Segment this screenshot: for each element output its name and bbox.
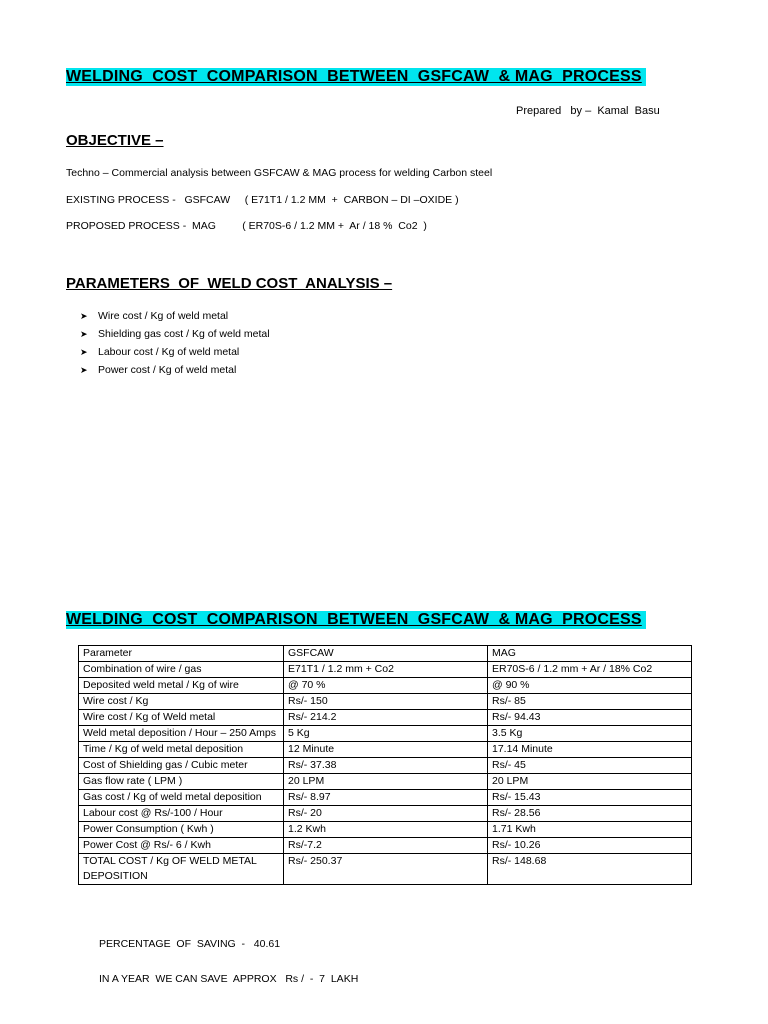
table-cell: Rs/- 85 [488,694,692,710]
table-header-row [79,646,692,662]
table-cell: Parameter [79,646,284,662]
list-item: ➤ Power cost / Kg of weld metal [80,361,270,379]
table-row [79,678,692,694]
table-row [79,790,692,806]
table-title: WELDING COST COMPARISON BETWEEN GSFCAW & MAG PROCESS [66,611,646,629]
list-item: ➤ Wire cost / Kg of weld metal [80,307,270,325]
table-cell: Combination of wire / gas [79,662,284,678]
prepared-by: Prepared by – Kamal Basu [516,105,660,117]
table-row [79,822,692,838]
table-cell: Power Cost @ Rs/- 6 / Kwh [79,838,284,854]
arrow-bullet-icon: ➤ [80,365,88,375]
table-row [79,758,692,774]
table-cell: 20 LPM [488,774,692,790]
table-cell: Rs/- 20 [284,806,488,822]
existing-process-line: EXISTING PROCESS - GSFCAW ( E71T1 / 1.2 MM + CARBON – DI –OXIDE ) [66,194,459,206]
table-row [79,694,692,710]
table-cell: Rs/- 8.97 [284,790,488,806]
table-cell: ER70S-6 / 1.2 mm + Ar / 18% Co2 [488,662,692,678]
parameters-list [80,307,270,379]
table-cell: Rs/- 45 [488,758,692,774]
table-row [79,838,692,854]
saving-percentage: PERCENTAGE OF SAVING - 40.61 [99,938,281,950]
table-row [79,726,692,742]
table-cell: MAG [488,646,692,662]
table-row [79,854,692,885]
table-cell: Deposited weld metal / Kg of wire [79,678,284,694]
list-item: ➤ Labour cost / Kg of weld metal [80,343,270,361]
table-cell: GSFCAW [284,646,488,662]
table-cell: TOTAL COST / Kg OF WELD METAL DEPOSITION [79,854,284,885]
table-cell: Power Consumption ( Kwh ) [79,822,284,838]
table-row [79,710,692,726]
table-cell: Rs/- 37.38 [284,758,488,774]
arrow-bullet-icon: ➤ [80,347,88,357]
table-cell: 12 Minute [284,742,488,758]
table-cell: Rs/- 15.43 [488,790,692,806]
table-cell: 20 LPM [284,774,488,790]
table-cell: Rs/- 28.56 [488,806,692,822]
proposed-process-line: PROPOSED PROCESS - MAG ( ER70S-6 / 1.2 MM + Ar / 18 % Co2 ) [66,220,427,232]
table-cell: 3.5 Kg [488,726,692,742]
arrow-bullet-icon: ➤ [80,311,88,321]
table-cell: 17.14 Minute [488,742,692,758]
list-item: ➤ Shielding gas cost / Kg of weld metal [80,325,270,343]
table-cell: E71T1 / 1.2 mm + Co2 [284,662,488,678]
table-cell: Gas cost / Kg of weld metal deposition [79,790,284,806]
parameters-heading: PARAMETERS OF WELD COST ANALYSIS – [66,275,393,292]
table-row [79,774,692,790]
table-cell: 1.2 Kwh [284,822,488,838]
table-cell: Labour cost @ Rs/-100 / Hour [79,806,284,822]
table-cell: @ 70 % [284,678,488,694]
table-row [79,662,692,678]
comparison-table [78,645,692,885]
table-cell: Rs/- 148.68 [488,854,692,885]
table-cell: Rs/-7.2 [284,838,488,854]
table-row [79,742,692,758]
table-cell: Cost of Shielding gas / Cubic meter [79,758,284,774]
table-cell: @ 90 % [488,678,692,694]
table-cell: Gas flow rate ( LPM ) [79,774,284,790]
table-cell: Wire cost / Kg [79,694,284,710]
table-cell: Rs/- 10.26 [488,838,692,854]
arrow-bullet-icon: ➤ [80,329,88,339]
table-cell: 5 Kg [284,726,488,742]
table-cell: Rs/- 214.2 [284,710,488,726]
table-cell: 1.71 Kwh [488,822,692,838]
table-cell: Rs/- 150 [284,694,488,710]
table-cell: Rs/- 250.37 [284,854,488,885]
table-cell: Weld metal deposition / Hour – 250 Amps [79,726,284,742]
table-cell: Time / Kg of weld metal deposition [79,742,284,758]
page-title: WELDING COST COMPARISON BETWEEN GSFCAW & MAG PROCESS [66,68,646,86]
objective-heading: OBJECTIVE – [66,132,164,149]
table-row [79,806,692,822]
table-cell: Rs/- 94.43 [488,710,692,726]
table-cell: Wire cost / Kg of Weld metal [79,710,284,726]
yearly-saving: IN A YEAR WE CAN SAVE APPROX Rs / - 7 LAKH [99,973,359,985]
objective-line-1: Techno – Commercial analysis between GSFCAW & MAG process for welding Carbon steel [66,167,493,179]
